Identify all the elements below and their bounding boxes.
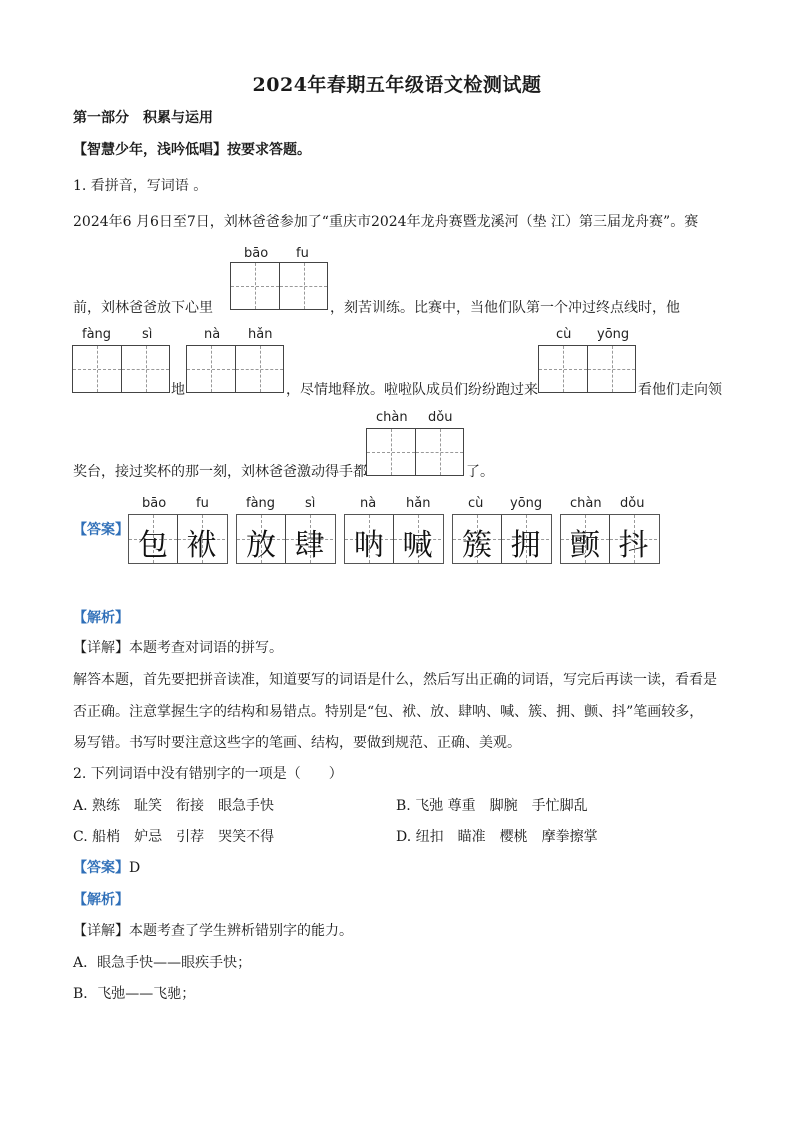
q2-option-a[interactable]: A. 熟练 耻笑 衔接 眼急手快 [73, 798, 275, 814]
q1-text-line4b: 了。 [466, 464, 494, 480]
q1-text-line3a: 地 [171, 382, 185, 398]
answer-pinyin-na: nà [360, 496, 377, 511]
q1-explain-line2: 否正确。注意掌握生字的结构和易错点。特别是“包、袱、放、肆呐、喊、簇、拥、颤、抖”笔画较多， [73, 704, 704, 720]
answer-pinyin-fang: fàng [246, 496, 276, 511]
q1-detail: 【详解】本题考查对词语的拼写。 [73, 640, 283, 656]
q2-answer-value: D [129, 860, 141, 876]
pinyin-si: sì [142, 327, 153, 342]
q1-text-line3c: 看他们走向领 [638, 382, 722, 398]
section-heading: 【智慧少年，浅吟低唱】按要求答题。 [73, 142, 311, 158]
q1-text-line2a: 前，刘林爸爸放下心里 [73, 300, 213, 316]
q1-text-line3b: ，尽情地释放。啦啦队成员们纷纷跑过来 [286, 382, 538, 398]
answer-pinyin-cu: cù [468, 496, 484, 511]
q2-prompt: 2. 下列词语中没有错别字的一项是（ ） [73, 766, 343, 782]
blank-grid-fangsi[interactable] [72, 345, 170, 393]
answer-pinyin-si: sì [305, 496, 316, 511]
blank-grid-chandou[interactable] [366, 428, 464, 476]
answer-pinyin-yong: yōng [510, 496, 543, 511]
q2-option-d[interactable]: D. 纽扣 瞄准 樱桃 摩拳擦掌 [396, 829, 598, 845]
blank-grid-cuyong[interactable] [538, 345, 636, 393]
answer-char: 簇 [462, 528, 492, 563]
q1-text-line1: 2024年6 月6日至7日，刘林爸爸参加了“重庆市2024年龙舟赛暨龙溪河（垫 江）第三届龙舟赛”。赛 [73, 214, 699, 230]
answer-char: 袱 [186, 528, 217, 563]
pinyin-bao: bāo [244, 246, 269, 261]
q1-text-line2b: ，刻苦训练。比赛中，当他们队第一个冲过终点线时，他 [330, 300, 680, 316]
q2-explain-a: A．眼急手快——眼疾手快； [73, 955, 252, 971]
q2-explain-b: B．飞弛——飞驰； [73, 986, 196, 1002]
pinyin-fu: fu [296, 246, 309, 261]
answer-char: 抖 [618, 528, 649, 563]
q2-detail: 【详解】本题考查了学生辨析错别字的能力。 [73, 923, 353, 939]
q2-answer-label: 【答案】 [73, 860, 129, 876]
answer-grid-baofu [128, 514, 228, 564]
blank-grid-baofu[interactable] [230, 262, 328, 310]
answer-pinyin-dou: dǒu [620, 496, 645, 511]
pinyin-cu: cù [556, 327, 572, 342]
answer-char: 呐 [354, 528, 384, 563]
pinyin-dou: dǒu [428, 410, 453, 425]
q2-analysis-label: 【解析】 [73, 892, 129, 908]
q1-explain-line1: 解答本题，首先要把拼音读准，知道要写的词语是什么，然后写出正确的词语，写完后再读一读，看看是 [73, 672, 717, 688]
answer-char: 颤 [570, 528, 600, 563]
q2-option-c[interactable]: C. 船梢 妒忌 引荐 哭笑不得 [73, 829, 275, 845]
answer-grid-nahan [344, 514, 444, 564]
answer-grid-fangsi [236, 514, 336, 564]
answer-char: 包 [138, 528, 168, 563]
page-title: 2024年春期五年级语文检测试题 [252, 74, 542, 96]
answer-pinyin-fu: fu [196, 496, 209, 511]
answer-char: 放 [246, 528, 276, 563]
pinyin-yong: yōng [597, 327, 630, 342]
q1-text-line4a: 奖台，接过奖杯的那一刻，刘林爸爸激动得手都 [73, 464, 367, 480]
pinyin-chan: chàn [376, 410, 408, 425]
answer-grid-cuyong [452, 514, 552, 564]
answer-pinyin-han: hǎn [406, 496, 431, 511]
pinyin-fang: fàng [82, 327, 112, 342]
answer-char: 肆 [294, 528, 325, 563]
q2-option-b[interactable]: B. 飞弛 尊重 脚腕 手忙脚乱 [396, 798, 588, 814]
q1-analysis-label: 【解析】 [73, 610, 129, 626]
answer-char: 喊 [402, 528, 433, 563]
q1-explain-line3: 易写错。书写时要注意这些字的笔画、结构，要做到规范、正确、美观。 [73, 735, 521, 751]
pinyin-na: nà [204, 327, 221, 342]
answer-char: 拥 [510, 528, 541, 563]
q1-answer-label: 【答案】 [73, 522, 129, 538]
answer-pinyin-bao: bāo [142, 496, 167, 511]
answer-pinyin-chan: chàn [570, 496, 602, 511]
pinyin-han: hǎn [248, 327, 273, 342]
blank-grid-nahan[interactable] [186, 345, 284, 393]
part-heading: 第一部分 积累与运用 [73, 110, 213, 126]
q1-prompt: 1. 看拼音，写词语 。 [73, 178, 208, 194]
answer-grid-chandou [560, 514, 660, 564]
